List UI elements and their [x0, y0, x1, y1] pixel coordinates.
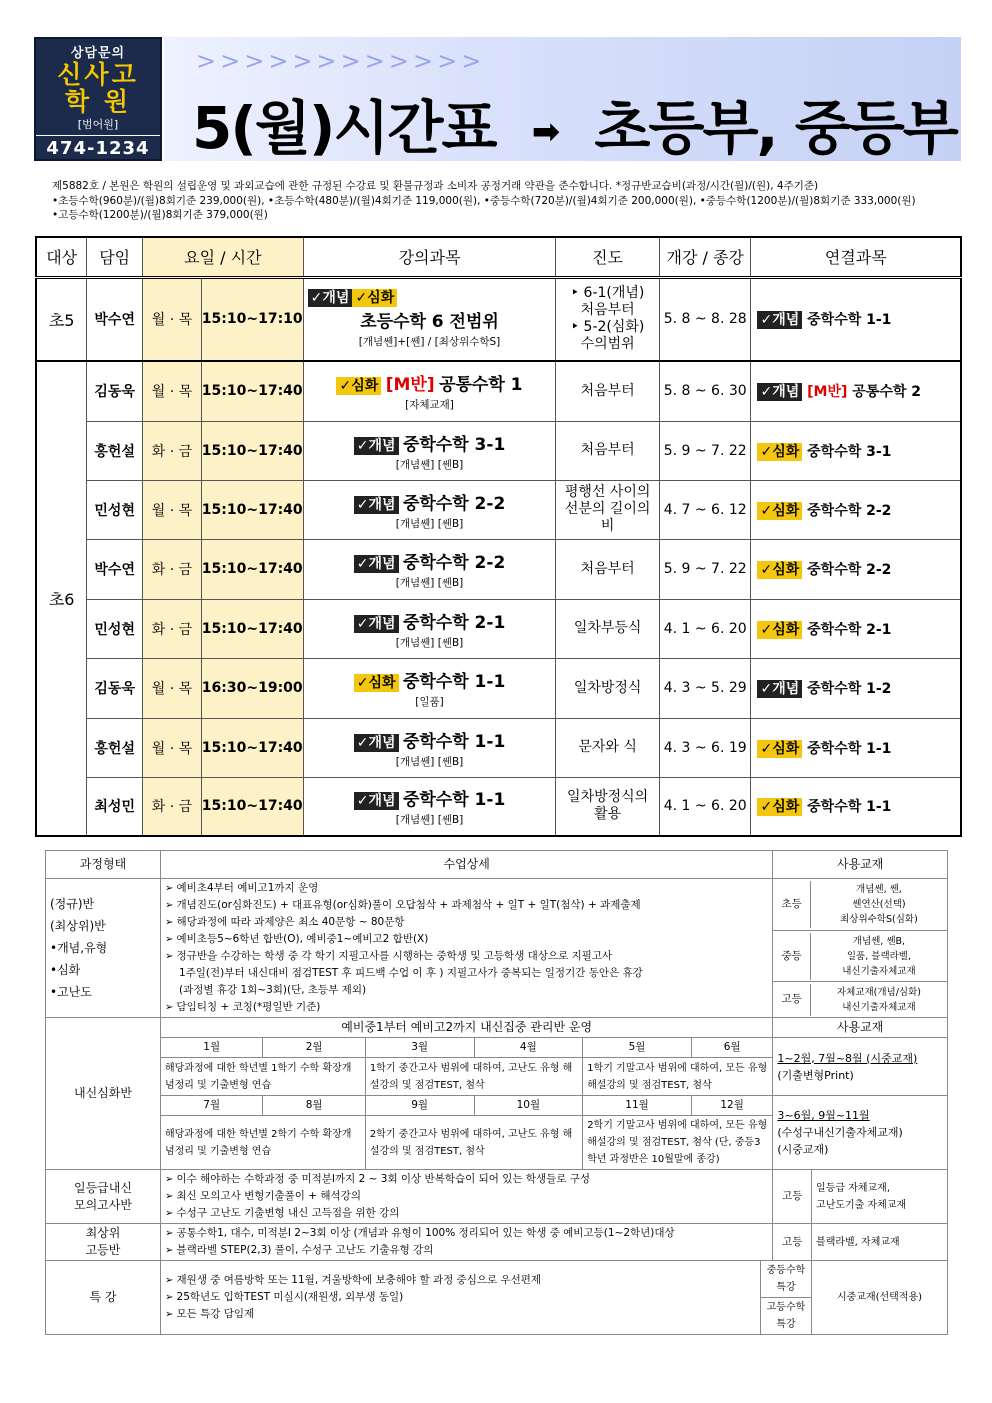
month-detail: 2학기 기말고사 범위에 대하여, 모든 유형 해설강의 및 점검TEST, 첨삭 (단, 중등3학년 과정반은 10월말에 종강)	[583, 1116, 773, 1170]
naesin-class-label: 내신심화반	[46, 1018, 161, 1170]
linked-subject: 중학수학 2-2	[807, 562, 892, 578]
course-subject: 공통수학 1	[439, 375, 523, 396]
time-cell: 15:10~17:40	[201, 718, 303, 777]
course-book: [개념쎈] [쎈B]	[395, 814, 464, 827]
period-cell: 4. 7 ~ 6. 12	[659, 480, 751, 539]
arrow-icon: ➡	[531, 111, 559, 152]
concept-badge: ✓개념	[308, 289, 353, 307]
progress-cell: 일차방정식의 활용	[556, 777, 660, 836]
naesin-book-second	[773, 1096, 948, 1170]
title-banner	[164, 37, 961, 161]
month-label: 3월	[365, 1038, 474, 1058]
advanced-badge: ✓심화	[352, 289, 397, 307]
advanced-badge: ✓심화	[757, 561, 802, 579]
label-line: 최상위	[85, 1226, 121, 1240]
course-subject: 초등수학 6 전범위	[360, 312, 499, 333]
period-cell: 5. 9 ~ 7. 22	[659, 539, 751, 599]
header-books: 사용교재	[773, 851, 948, 879]
course-subject: 중학수학 3-1	[402, 434, 506, 455]
detail-item: ➢ 정규반을 수강하는 학생 중 각 학기 지필고사를 시행하는 중학생 및 고등학생 대상으로 지필고사	[165, 948, 768, 965]
month-detail: 1학기 중간고사 범위에 대하여, 고난도 유형 해설강의 및 점검TEST, 첨삭	[365, 1058, 582, 1096]
days-cell: 화 · 금	[143, 777, 202, 836]
course-book: [개념쎈] [쎈B]	[395, 517, 464, 530]
label-line: 고등반	[85, 1243, 121, 1257]
banner-arrows: >>>>>>>>>>>>	[196, 47, 486, 75]
first-grade-details	[160, 1170, 772, 1224]
grade-cell: 초5	[36, 277, 87, 361]
time-cell: 16:30~19:00	[201, 658, 303, 718]
advanced-badge: ✓심화	[336, 377, 381, 395]
book-elementary	[773, 879, 948, 931]
course-subject: 중학수학 2-1	[402, 612, 506, 633]
label-line: 모의고사반	[74, 1197, 132, 1212]
book-line: 내신기출자체교재	[842, 965, 916, 977]
naesin-title: 예비중1부터 예비고2까지 내신집중 관리반 운영	[160, 1018, 772, 1038]
time-cell: 15:10~17:40	[201, 777, 303, 836]
days-cell: 월 · 목	[143, 718, 202, 777]
month-label: 12월	[691, 1096, 773, 1116]
tuition-notice	[52, 179, 952, 223]
progress-cell: 문자와 식	[556, 718, 660, 777]
time-cell: 15:10~17:40	[201, 480, 303, 539]
top-level-books: 블랙라벨, 자체교재	[812, 1224, 948, 1261]
detail-item: 1주일(전)부터 내신대비 점검TEST 후 피드백 수업 이 후 ) 지필고사가 중복되는 일정기간 동안은 휴강	[178, 967, 643, 979]
detail-item: ➢ 이수 해야하는 수학과정 중 미적분Ⅰ까지 2 ~ 3회 이상 반복학습이 되어 있는 학생들로 구성	[165, 1171, 768, 1188]
advanced-badge: ✓심화	[757, 798, 802, 816]
linked-cell	[751, 658, 961, 718]
concept-badge: ✓개념	[354, 734, 399, 752]
teacher-cell: 박수연	[87, 277, 143, 361]
course-cell	[303, 277, 556, 361]
header-linked: 연결과목	[751, 237, 961, 277]
concept-badge: ✓개념	[354, 615, 399, 633]
table-row	[36, 658, 961, 718]
linked-subject: 중학수학 1-2	[807, 681, 892, 697]
time-cell: 15:10~17:40	[201, 599, 303, 658]
label-line: 일등급내신	[74, 1180, 132, 1195]
header-course-type: 과정형태	[46, 851, 161, 879]
book-high	[773, 982, 948, 1018]
month-label: 10월	[474, 1096, 583, 1116]
period-cell: 4. 3 ~ 6. 19	[659, 718, 751, 777]
logo-name-line1: 신사고	[57, 60, 139, 89]
detail-item: ➢ 담임티칭 + 코칭(*평일반 기준)	[165, 999, 768, 1016]
detail-item: ➢ 개념진도(or심화진도) + 대표유형(or심화)풀이 오답첨삭 + 과제첨삭 + 일T + 일T(첨삭) + 과제출제	[165, 897, 768, 914]
top-level-class-label	[46, 1224, 161, 1261]
month-label: 4월	[474, 1038, 583, 1058]
linked-cell	[751, 361, 961, 421]
advanced-badge: ✓심화	[757, 443, 802, 461]
detail-item: (과정별 휴강 1회~3회)(단, 초등부 제외)	[178, 984, 367, 996]
detail-item: ➢ 예비초4부터 예비고1까지 운영	[165, 880, 768, 897]
header-course: 강의과목	[303, 237, 556, 277]
course-book: [개념쎈]+[쎈] / [최상위수학S]	[358, 336, 501, 349]
course-subject: 중학수학 2-2	[402, 493, 506, 514]
academy-logo	[34, 37, 162, 161]
book-line: 일등급 자체교재,	[816, 1182, 891, 1194]
linked-subject: 중학수학 1-1	[807, 740, 892, 757]
progress-line: ‣ 5-2(심화)	[570, 319, 645, 336]
label-line: (정규)반	[50, 897, 95, 911]
course-book: [자체교재]	[405, 399, 454, 412]
book-line: (수성구내신기출자체교재)	[777, 1126, 903, 1139]
linked-cell	[751, 480, 961, 539]
book-line: (시중교재)	[777, 1143, 829, 1156]
teacher-cell: 최성민	[87, 777, 143, 836]
concept-badge: ✓개념	[354, 555, 399, 573]
progress-cell	[556, 277, 660, 361]
header-period: 개강 / 종강	[659, 237, 751, 277]
linked-cell	[751, 277, 961, 361]
detail-item: ➢ 예비초등5~6학년 합반(O), 예비중1~예비고2 합반(X)	[165, 931, 768, 948]
header-target: 대상	[36, 237, 87, 277]
table-row	[36, 599, 961, 658]
book-level: 초등	[773, 881, 810, 928]
first-grade-books	[812, 1170, 948, 1224]
detail-item: ➢ 수성구 고난도 기출변형 내신 고득점을 위한 강의	[165, 1205, 768, 1222]
course-book: [개념쎈] [쎈B]	[395, 577, 464, 589]
linked-subject: 중학수학 1-1	[807, 312, 892, 329]
notice-line: •초등수학(960분)/(월)8회기준 239,000(원), •초등수학(480분)/(월)4회기준 119,000(원), •중등수학(720분)/(월)4회기준 200,000(원), •중등수학(1200분)/(월)8회기준 333,000(원)	[52, 194, 916, 207]
month-detail: 2학기 중간고사 범위에 대하여, 고난도 유형 해설강의 및 점검TEST, 첨삭	[365, 1116, 582, 1170]
progress-cell: 평행선 사이의 선분의 길이의 비	[556, 480, 660, 539]
linked-subject: 중학수학 1-1	[807, 799, 892, 816]
course-book: [일품]	[415, 696, 444, 708]
linked-subject: 중학수학 2-1	[807, 621, 892, 638]
days-cell: 월 · 목	[143, 480, 202, 539]
naesin-book-header: 사용교재	[773, 1018, 948, 1038]
course-subject: 중학수학 1-1	[402, 790, 506, 811]
label-line: (최상위)반	[50, 919, 106, 933]
header-teacher: 담임	[87, 237, 143, 277]
progress-line: 수의범위	[580, 336, 635, 353]
table-row	[36, 718, 961, 777]
course-cell	[303, 361, 556, 421]
book-line: 자체교재(개념/심화)	[836, 986, 921, 998]
notice-line: •고등수학(1200분)/(월)8회기준 379,000(원)	[52, 209, 268, 221]
linked-subject: 공통수학 2	[852, 384, 921, 401]
detail-item: ➢ 모든 특강 담임제	[165, 1306, 756, 1323]
days-cell: 화 · 금	[143, 599, 202, 658]
special-middle-course: 중등수학특강	[760, 1261, 811, 1298]
title-division: 초등부, 중등부	[594, 94, 957, 162]
period-cell: 5. 8 ~ 6. 30	[659, 361, 751, 421]
book-line: 고난도기출 자체교재	[816, 1199, 907, 1211]
teacher-cell: 박수연	[87, 539, 143, 599]
table-row	[36, 539, 961, 599]
detail-item: ➢ 최신 모의고사 변형기출풀이 + 해석강의	[165, 1188, 768, 1205]
month-label: 2월	[263, 1038, 365, 1058]
linked-cell	[751, 421, 961, 480]
m-class-label: [M반]	[807, 384, 848, 401]
book-level: 중등	[773, 933, 810, 980]
header-time: 요일 / 시간	[143, 237, 304, 277]
course-cell	[303, 658, 556, 718]
naesin-book-first	[773, 1038, 948, 1096]
course-cell	[303, 718, 556, 777]
concept-badge: ✓개념	[354, 496, 399, 514]
label-line: •고난도	[50, 985, 92, 999]
teacher-cell: 민성현	[87, 599, 143, 658]
m-class-label: [M반]	[385, 375, 435, 396]
progress-line: ‣ 6-1(개념)	[570, 285, 645, 302]
progress-line: 처음부터	[580, 302, 635, 319]
month-label: 1월	[160, 1038, 262, 1058]
special-books: 시중교재(선택적용)	[812, 1261, 948, 1335]
grade-cell: 초6	[36, 361, 87, 836]
book-level: 고등	[773, 1224, 812, 1261]
book-level: 고등	[773, 1170, 812, 1224]
advanced-badge: ✓심화	[354, 674, 399, 692]
notice-line: 제5882호 / 본원은 학원의 설립운영 및 과외교습에 관한 규정된 수강료 및 환불규정과 소비자 공정거래 약관을 준수합니다. *정규반교습비(과정/시간(월)/(원), 4주기준)	[52, 180, 819, 192]
logo-contact-label: 상담문의	[70, 46, 126, 61]
table-row	[36, 480, 961, 539]
header-progress: 진도	[556, 237, 660, 277]
detail-item: ➢ 블랙라벨 STEP(2,3) 풀이, 수성구 고난도 기출유형 강의	[165, 1242, 768, 1259]
course-cell	[303, 539, 556, 599]
advanced-badge: ✓심화	[757, 621, 802, 639]
period-cell: 5. 9 ~ 7. 22	[659, 421, 751, 480]
book-line: 개념쎈, 쎈B,	[852, 935, 906, 947]
book-level: 고등	[773, 984, 810, 1016]
linked-cell	[751, 539, 961, 599]
course-subject: 중학수학 2-2	[402, 553, 506, 573]
header-details: 수업상세	[160, 851, 772, 879]
detail-item: ➢ 해당과정에 따라 과제양은 최소 40문항 ~ 80문항	[165, 914, 768, 931]
table-row	[36, 277, 961, 361]
concept-badge: ✓개념	[757, 680, 802, 698]
book-middle	[773, 930, 948, 982]
concept-badge: ✓개념	[757, 311, 802, 329]
page-title	[192, 81, 957, 165]
course-subject: 중학수학 1-1	[402, 731, 506, 752]
logo-branch: [범어원]	[77, 118, 119, 131]
linked-subject: 중학수학 2-2	[807, 502, 892, 519]
top-level-details	[160, 1224, 772, 1261]
time-cell: 15:10~17:40	[201, 421, 303, 480]
regular-class-label	[46, 879, 161, 1018]
time-cell: 15:10~17:40	[201, 539, 303, 599]
book-line: 개념쎈, 쎈,	[856, 883, 902, 895]
concept-badge: ✓개념	[757, 383, 802, 401]
concept-badge: ✓개념	[354, 792, 399, 810]
course-cell	[303, 599, 556, 658]
days-cell: 월 · 목	[143, 361, 202, 421]
period-cell: 4. 1 ~ 6. 20	[659, 599, 751, 658]
course-cell	[303, 777, 556, 836]
days-cell: 월 · 목	[143, 658, 202, 718]
special-class-label: 특 강	[46, 1261, 161, 1335]
advanced-badge: ✓심화	[757, 502, 802, 520]
table-row	[36, 777, 961, 836]
regular-class-details	[160, 879, 772, 1018]
month-label: 6월	[691, 1038, 773, 1058]
time-cell: 15:10~17:10	[201, 277, 303, 361]
book-line: (기출변형Print)	[777, 1068, 854, 1082]
book-line: 1~2월, 7월~8월 (시중교재)	[777, 1051, 918, 1065]
period-cell: 4. 1 ~ 6. 20	[659, 777, 751, 836]
book-line: 최상위수학S(심화)	[840, 913, 918, 925]
special-high-course: 고등수학특강	[760, 1298, 811, 1335]
table-row	[36, 421, 961, 480]
title-date: 5(월)시간표	[192, 94, 496, 162]
label-line: •심화	[50, 963, 81, 977]
course-subject: 중학수학 1-1	[402, 672, 506, 692]
course-book: [개념쎈] [쎈B]	[395, 636, 464, 649]
timetable-header	[36, 237, 961, 277]
timetable	[35, 236, 962, 837]
book-line: 쎈연산(선택)	[852, 898, 906, 910]
first-grade-class-label	[46, 1170, 161, 1224]
period-cell: 4. 3 ~ 5. 29	[659, 658, 751, 718]
period-cell: 5. 8 ~ 8. 28	[659, 277, 751, 361]
progress-cell: 처음부터	[556, 361, 660, 421]
month-label: 9월	[365, 1096, 474, 1116]
progress-cell: 처음부터	[556, 421, 660, 480]
course-cell	[303, 421, 556, 480]
progress-cell: 일차방정식	[556, 658, 660, 718]
course-book: [개념쎈] [쎈B]	[395, 755, 464, 768]
advanced-badge: ✓심화	[757, 740, 802, 758]
teacher-cell: 홍헌설	[87, 421, 143, 480]
concept-badge: ✓개념	[354, 437, 399, 455]
month-label: 7월	[160, 1096, 262, 1116]
table-row	[36, 361, 961, 421]
linked-cell	[751, 599, 961, 658]
linked-cell	[751, 718, 961, 777]
book-line: 일품, 블랙라벨,	[846, 950, 911, 962]
label-line: •개념,유형	[50, 941, 108, 955]
logo-phone: 474-1234	[36, 135, 160, 159]
course-info-table	[45, 850, 948, 1335]
progress-cell: 처음부터	[556, 539, 660, 599]
course-cell	[303, 480, 556, 539]
teacher-cell: 민성현	[87, 480, 143, 539]
month-label: 11월	[583, 1096, 692, 1116]
detail-item: ➢ 25학년도 입학TEST 미실시(재원생, 외부생 동일)	[165, 1289, 756, 1306]
linked-subject: 중학수학 3-1	[807, 443, 892, 460]
linked-cell	[751, 777, 961, 836]
month-label: 5월	[583, 1038, 692, 1058]
logo-name-line2: 학 원	[64, 87, 131, 116]
month-label: 8월	[263, 1096, 365, 1116]
course-book: [개념쎈] [쎈B]	[395, 458, 464, 471]
detail-item: ➢ 재원생 중 여름방학 또는 11월, 겨울방학에 보충해야 할 과정 중심으로 우선편제	[165, 1272, 756, 1289]
days-cell: 화 · 금	[143, 421, 202, 480]
days-cell: 월 · 목	[143, 277, 202, 361]
book-line: 내신기출자체교재	[842, 1001, 916, 1013]
month-detail: 해당과정에 대한 학년별 2학기 수학 확장개념정리 및 기출변형 연습	[160, 1116, 365, 1170]
teacher-cell: 김동욱	[87, 361, 143, 421]
special-class-details	[160, 1261, 760, 1335]
month-detail: 1학기 기말고사 범위에 대하여, 모든 유형 해설강의 및 점검TEST, 첨삭	[583, 1058, 773, 1096]
time-cell: 15:10~17:40	[201, 361, 303, 421]
days-cell: 화 · 금	[143, 539, 202, 599]
month-detail: 해당과정에 대한 학년별 1학기 수학 확장개념정리 및 기출변형 연습	[160, 1058, 365, 1096]
progress-cell: 일차부등식	[556, 599, 660, 658]
teacher-cell: 김동욱	[87, 658, 143, 718]
book-line: 3~6월, 9월~11월	[777, 1109, 870, 1122]
detail-item: ➢ 공통수학1, 대수, 미적분Ⅰ 2~3회 이상 (개념과 유형이 100% 정리되어 있는 학생 중 예비고등(1~2학년)대상	[165, 1225, 768, 1242]
teacher-cell: 홍헌설	[87, 718, 143, 777]
